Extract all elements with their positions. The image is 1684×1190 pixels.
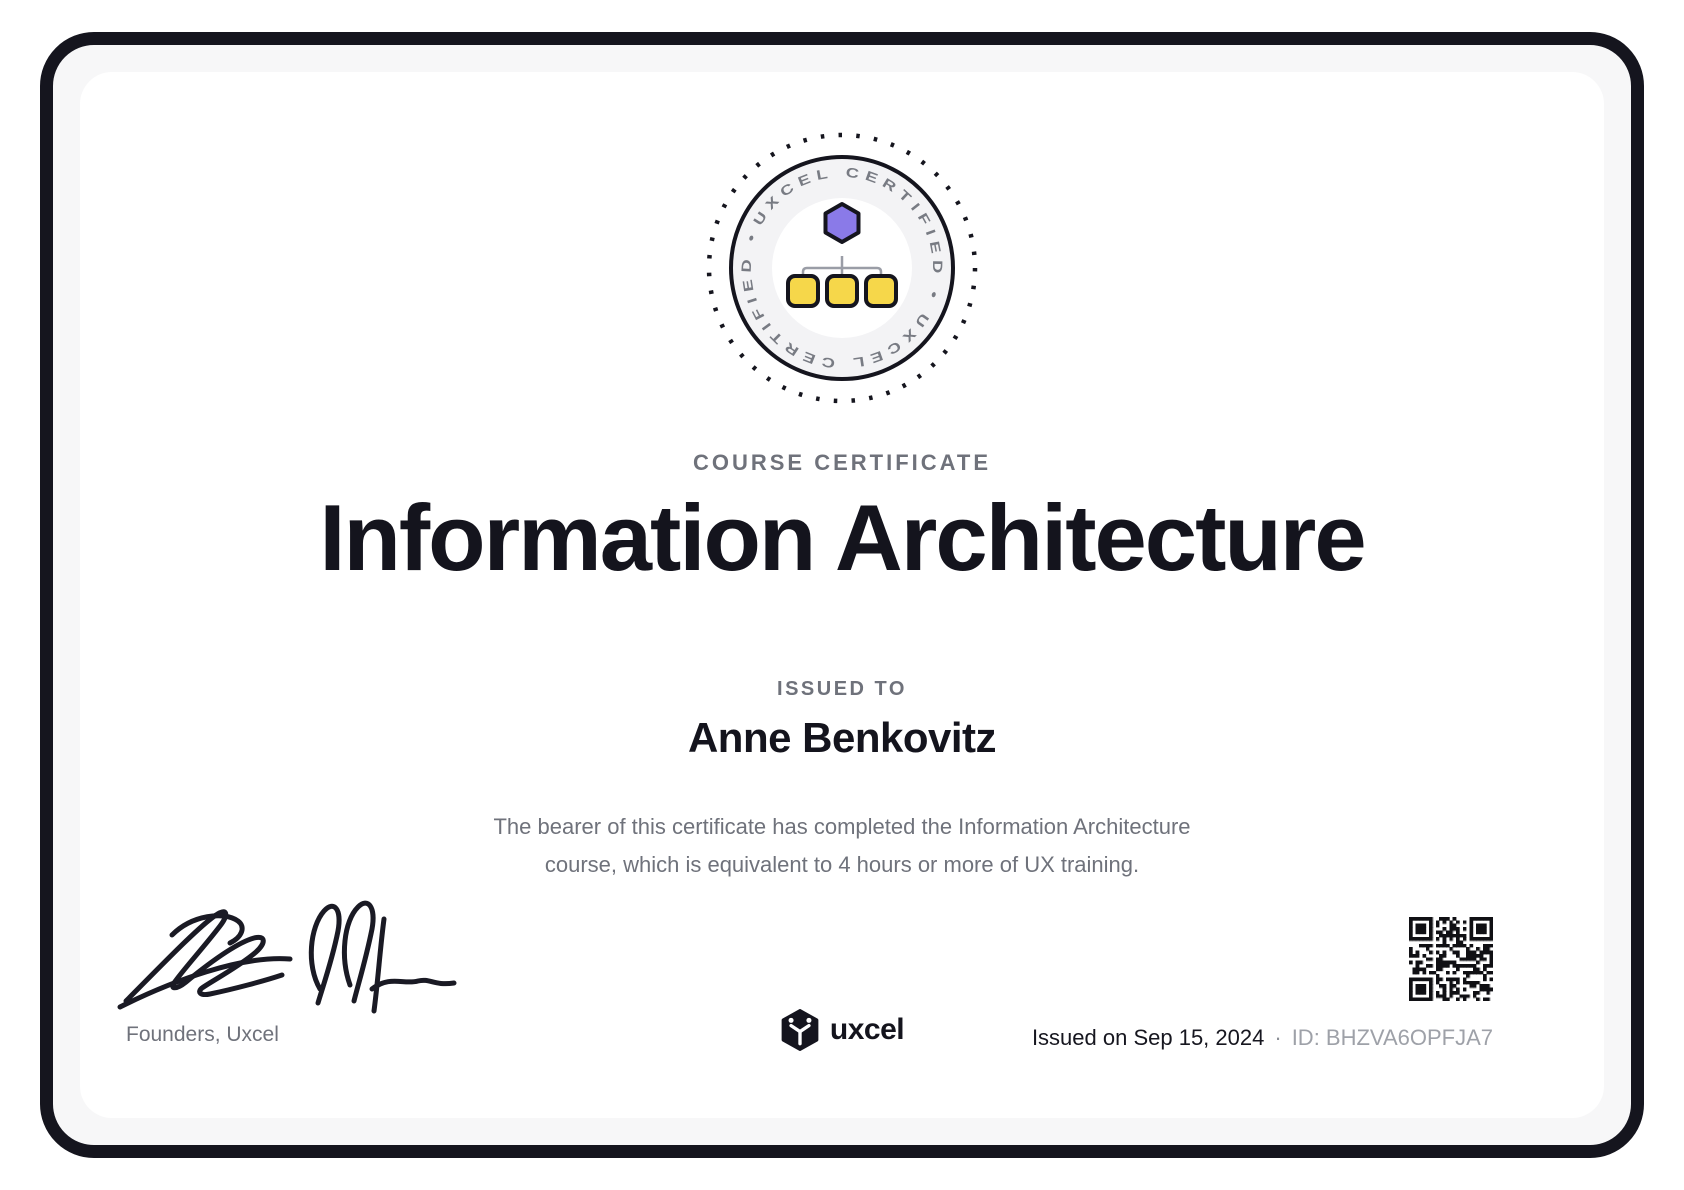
recipient-name: Anne Benkovitz [687, 714, 997, 761]
certificate-description [0, 808, 1684, 884]
issue-info [1032, 1025, 1493, 1051]
qr-code [1409, 917, 1493, 1001]
certificate-type-label: COURSE CERTIFICATE [692, 450, 992, 475]
uxcel-certified-seal-icon [702, 128, 982, 408]
issued-to-label: ISSUED TO [777, 678, 907, 700]
hexagon-node-icon [826, 204, 859, 242]
brand-name: uxcel [829, 1013, 905, 1046]
seal-ring-text: UXCEL CERTIFIED • UXCEL CERTIFIED • [738, 164, 946, 372]
founders-signatures [112, 893, 462, 1015]
signature-stroke [374, 919, 384, 1011]
child-node-icon [827, 276, 857, 306]
description-line: course, which is equivalent to 4 hours or more of UX training. [544, 852, 1140, 877]
issue-date: Issued on Sep 15, 2024 [1031, 1025, 1265, 1050]
description-line: The bearer of this certificate has completed the Information Architecture [493, 814, 1191, 839]
signature-caption: Founders, Uxcel [126, 1023, 279, 1046]
certificate-id: ID: BHZVA6OPFJA7 [1291, 1025, 1493, 1050]
signature-stroke [344, 903, 373, 1001]
child-node-icon [788, 276, 818, 306]
course-title: Information Architecture [319, 485, 1365, 590]
signature-stroke [311, 906, 339, 1003]
uxcel-cube-icon [780, 1009, 820, 1051]
signature-stroke [372, 980, 454, 989]
signature-stroke [126, 912, 282, 1001]
separator-dot: · [1274, 1025, 1282, 1050]
child-node-icon [866, 276, 896, 306]
